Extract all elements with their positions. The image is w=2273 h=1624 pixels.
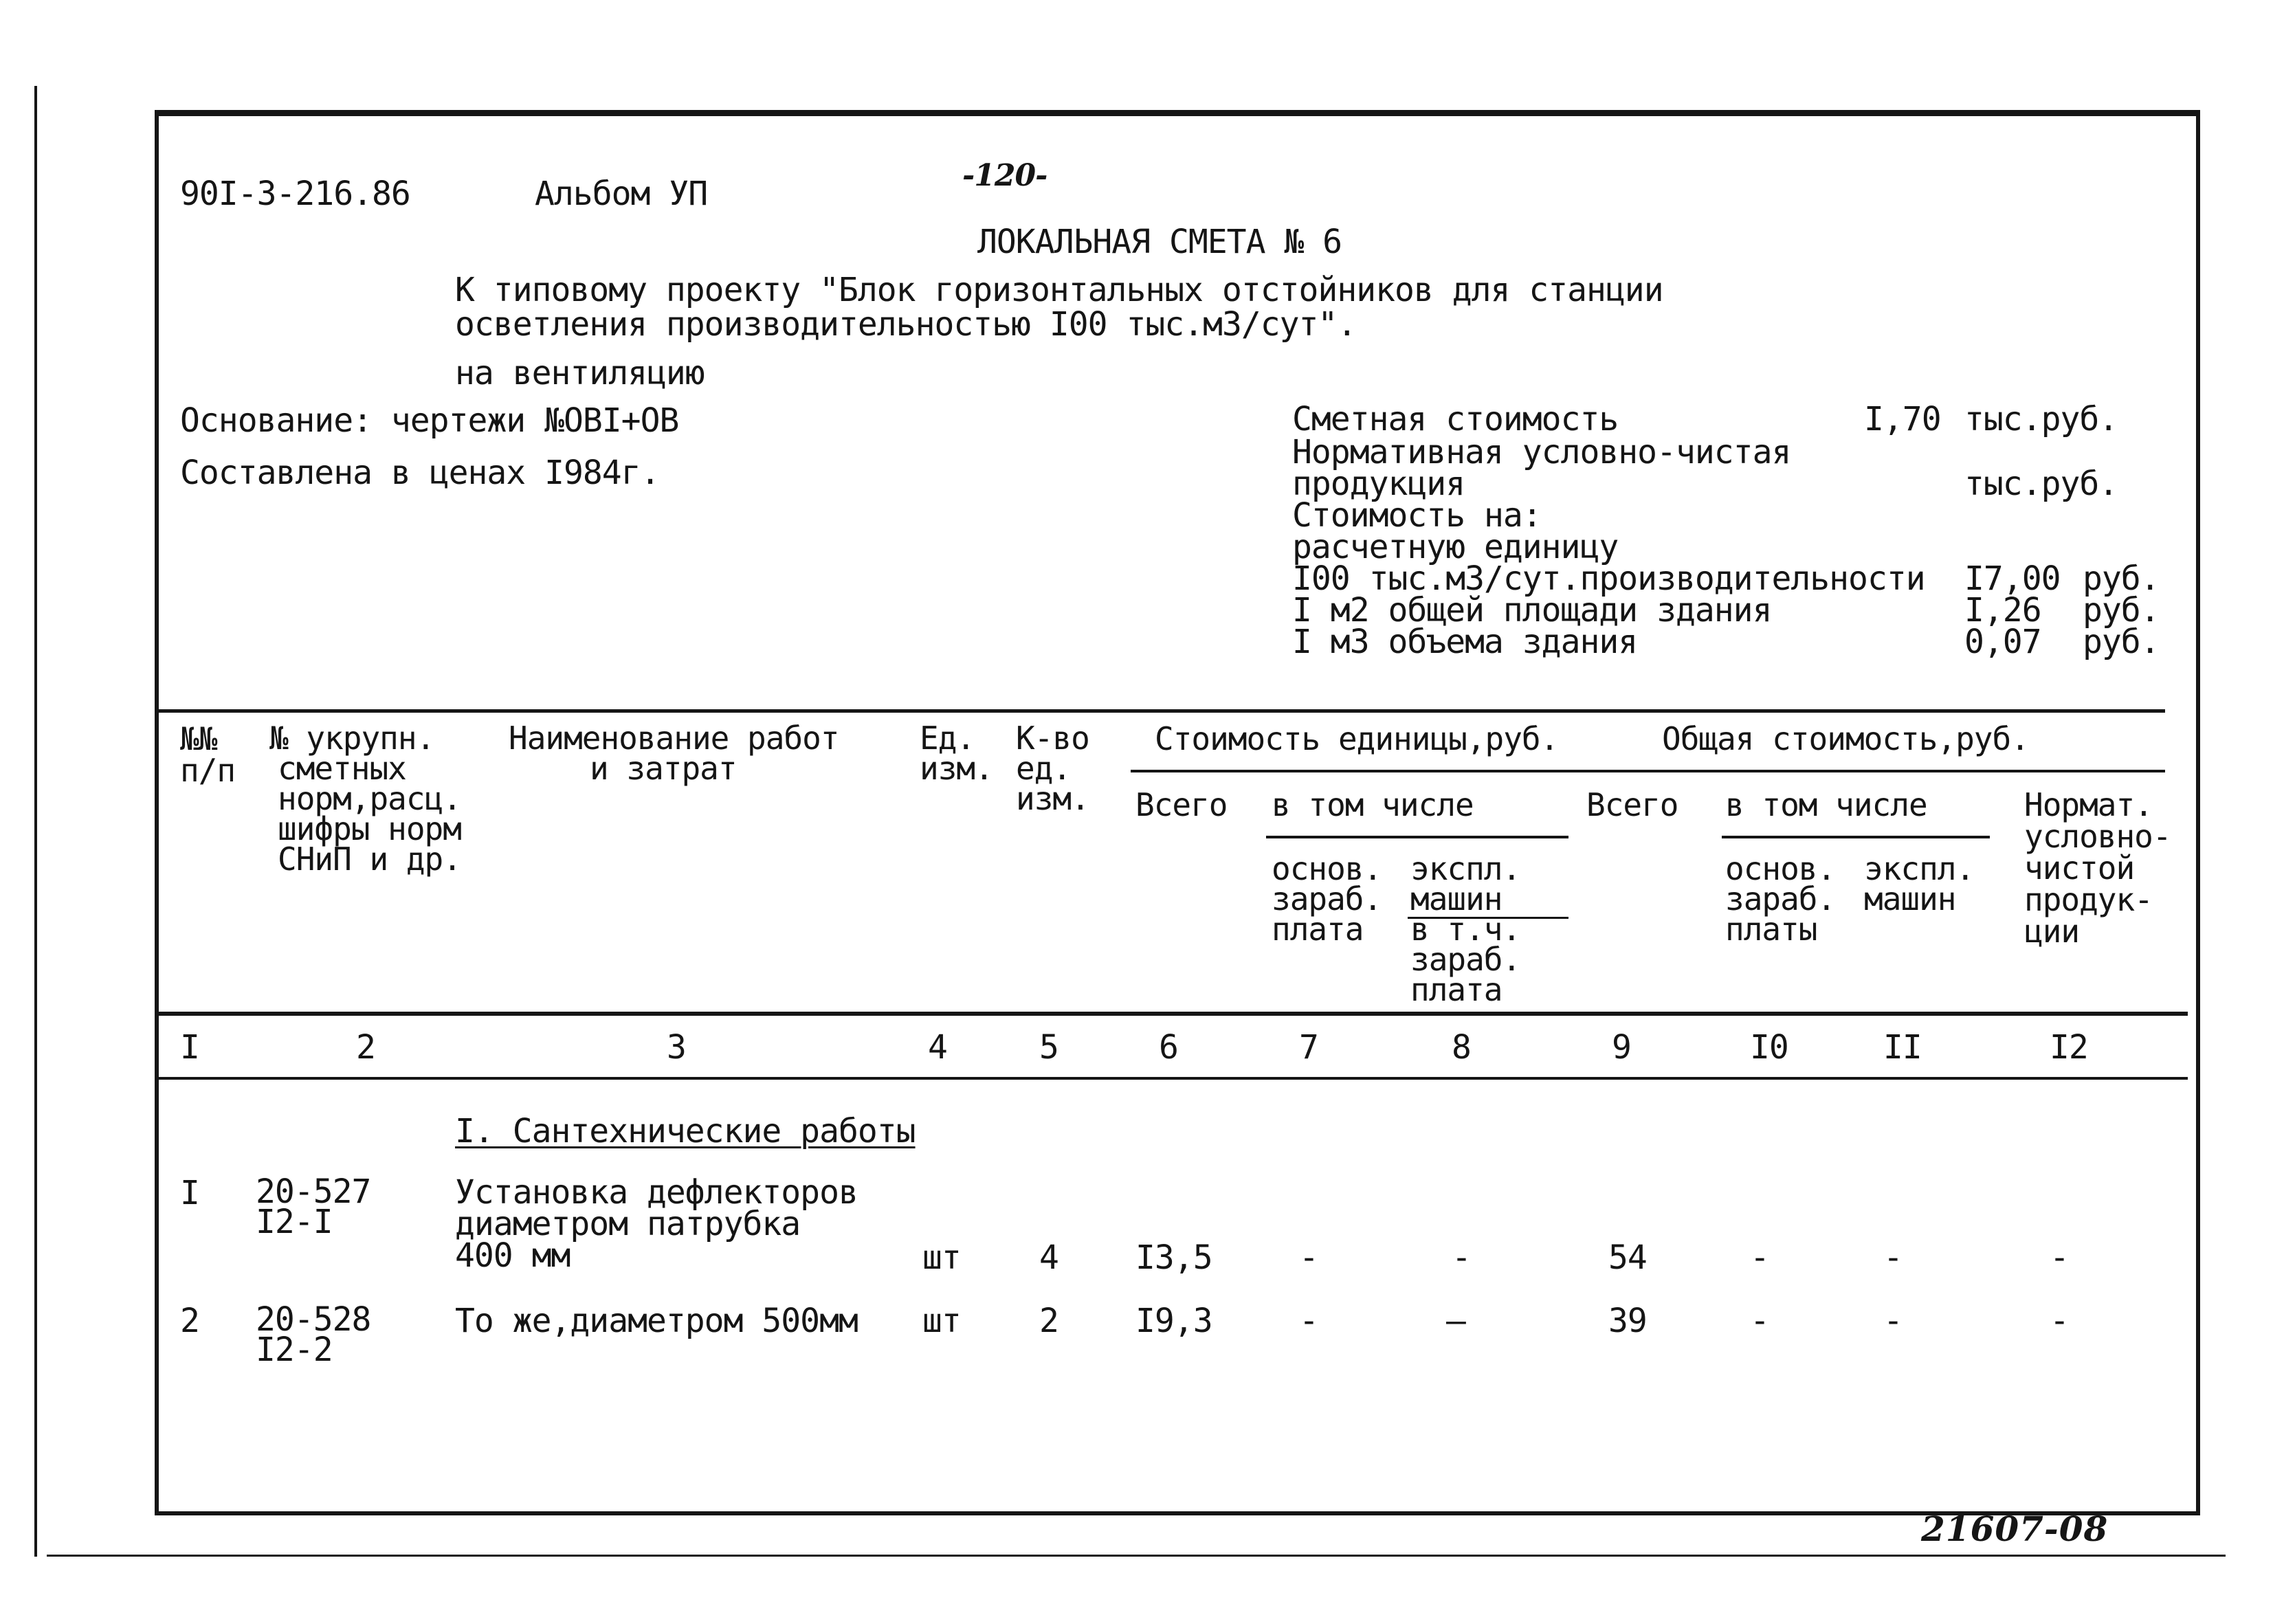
col6-header: Всего bbox=[1135, 786, 1228, 823]
header-bottom-rule bbox=[157, 1012, 2188, 1016]
incl-rule-left bbox=[1266, 836, 1568, 838]
col7-header: основ. зараб. плата bbox=[1272, 850, 1382, 948]
column-numbers-rule bbox=[157, 1077, 2188, 1080]
row-unit-wage: - bbox=[1299, 1238, 1318, 1277]
col10-header: основ. зараб. платы bbox=[1725, 850, 1836, 948]
column-number-9: 9 bbox=[1612, 1028, 1631, 1067]
row-number: 2 bbox=[180, 1302, 199, 1340]
row-qty: 2 bbox=[1039, 1302, 1058, 1340]
row-unit-wage: - bbox=[1299, 1302, 1318, 1340]
row-name: Установка дефлекторов диаметром патрубка 400 мм bbox=[455, 1173, 858, 1275]
col2-header: № укрупн. сметных норм,расц. шифры норм СНиП и др. bbox=[269, 720, 461, 878]
estimated-cost-unit: тыс.руб. bbox=[1964, 400, 2118, 438]
subtitle-line-2: осветления производительностью I00 тыс.м3/сут". bbox=[455, 305, 1357, 344]
col12-header: Нормат. условно- чистой продук- ции bbox=[2024, 786, 2171, 950]
col8-header: экспл. машин в т.ч. зараб. плата bbox=[1410, 850, 1521, 1008]
group-header-rule bbox=[1131, 770, 2165, 772]
page-number: -120- bbox=[962, 158, 1047, 193]
table-top-rule bbox=[157, 709, 2165, 713]
row-total-wage: - bbox=[1750, 1238, 1769, 1277]
column-number-8: 8 bbox=[1452, 1028, 1471, 1067]
row-unit-total: I9,3 bbox=[1135, 1302, 1212, 1340]
row-normative: - bbox=[2050, 1302, 2069, 1340]
row-unit-total: I3,5 bbox=[1135, 1238, 1212, 1277]
column-number-2: 2 bbox=[356, 1028, 375, 1067]
area-cost-value: I,26 bbox=[1964, 591, 2041, 630]
row-qty: 4 bbox=[1039, 1238, 1058, 1277]
incl-header-left: в том числе bbox=[1272, 786, 1474, 823]
basis-line: Основание: чертежи №ОВI+ОВ bbox=[180, 401, 679, 440]
row-unit-machine: - bbox=[1452, 1238, 1471, 1277]
col5-header: К-во ед. изм. bbox=[1016, 720, 1089, 817]
column-number-6: 6 bbox=[1159, 1028, 1178, 1067]
column-number-5: 5 bbox=[1039, 1028, 1058, 1067]
row-total-machine: - bbox=[1883, 1302, 1903, 1340]
col3-header: Наименование работ и затрат bbox=[509, 720, 839, 787]
normative-unit: тыс.руб. bbox=[1964, 465, 2118, 503]
col1-header: №№ п/п bbox=[180, 720, 236, 789]
section-title: I. Сантехнические работы bbox=[455, 1112, 916, 1150]
area-cost-label: I м2 общей площади здания bbox=[1292, 591, 1772, 630]
area-cost-unit: руб. bbox=[2083, 591, 2160, 630]
col11-header: экспл. машин bbox=[1864, 850, 1975, 917]
normative-label-1: Нормативная условно-чистая bbox=[1292, 433, 1791, 471]
row-unit-machine: — bbox=[1446, 1302, 1465, 1340]
capacity-cost-unit: руб. bbox=[2083, 559, 2160, 598]
row-name: То же,диаметром 500мм bbox=[455, 1302, 858, 1340]
column-number-4: 4 bbox=[928, 1028, 947, 1067]
row-unit: шт bbox=[922, 1302, 961, 1340]
column-number-11: II bbox=[1883, 1028, 1922, 1067]
volume-cost-unit: руб. bbox=[2083, 623, 2160, 661]
volume-cost-label: I м3 объема здания bbox=[1292, 623, 1638, 661]
document-title: ЛОКАЛЬНАЯ СМЕТА № 6 bbox=[977, 223, 1342, 261]
calc-unit-label: расчетную единицу bbox=[1292, 528, 1619, 566]
row-number: I bbox=[180, 1174, 199, 1212]
subtitle-line-1: К типовому проекту "Блок горизонтальных отстойников для станции bbox=[455, 271, 1663, 309]
doc-code: 90I-3-216.86 bbox=[180, 175, 410, 213]
row-code: 20-528 I2-2 bbox=[256, 1300, 371, 1369]
col4-header: Ед. изм. bbox=[920, 720, 993, 787]
row-code: 20-527 I2-I bbox=[256, 1172, 371, 1241]
footer-stamp: 21607-08 bbox=[1921, 1509, 2109, 1549]
incl-rule-right bbox=[1722, 836, 1990, 838]
cost-per-label: Стоимость на: bbox=[1292, 496, 1542, 535]
album-label: Альбом УП bbox=[535, 175, 708, 213]
subject-line: на вентиляцию bbox=[455, 354, 705, 392]
estimated-cost-value: I,70 bbox=[1864, 400, 1941, 438]
row-unit: шт bbox=[922, 1238, 961, 1277]
row-total: 39 bbox=[1608, 1302, 1647, 1340]
bottom-rule bbox=[47, 1555, 2226, 1557]
column-number-3: 3 bbox=[667, 1028, 686, 1067]
capacity-cost-value: I7,00 bbox=[1964, 559, 2061, 598]
left-margin-line bbox=[34, 86, 37, 1557]
total-cost-group-header: Общая стоимость,руб. bbox=[1662, 720, 2029, 757]
estimated-cost-label: Сметная стоимость bbox=[1292, 400, 1619, 438]
prices-line: Составлена в ценах I984г. bbox=[180, 454, 660, 492]
incl-header-right: в том числе bbox=[1725, 786, 1927, 823]
col9-header: Всего bbox=[1586, 786, 1678, 823]
column-number-7: 7 bbox=[1299, 1028, 1318, 1067]
row-total-machine: - bbox=[1883, 1238, 1903, 1277]
column-number-12: I2 bbox=[2050, 1028, 2088, 1067]
row-normative: - bbox=[2050, 1238, 2069, 1277]
column-number-1: I bbox=[180, 1028, 199, 1067]
row-total-wage: - bbox=[1750, 1302, 1769, 1340]
capacity-cost-label: I00 тыс.м3/сут.производительности bbox=[1292, 559, 1925, 598]
unit-cost-group-header: Стоимость единицы,руб. bbox=[1155, 720, 1559, 757]
normative-label-2: продукция bbox=[1292, 465, 1465, 503]
column-number-10: I0 bbox=[1750, 1028, 1788, 1067]
volume-cost-value: 0,07 bbox=[1964, 623, 2041, 661]
row-total: 54 bbox=[1608, 1238, 1647, 1277]
